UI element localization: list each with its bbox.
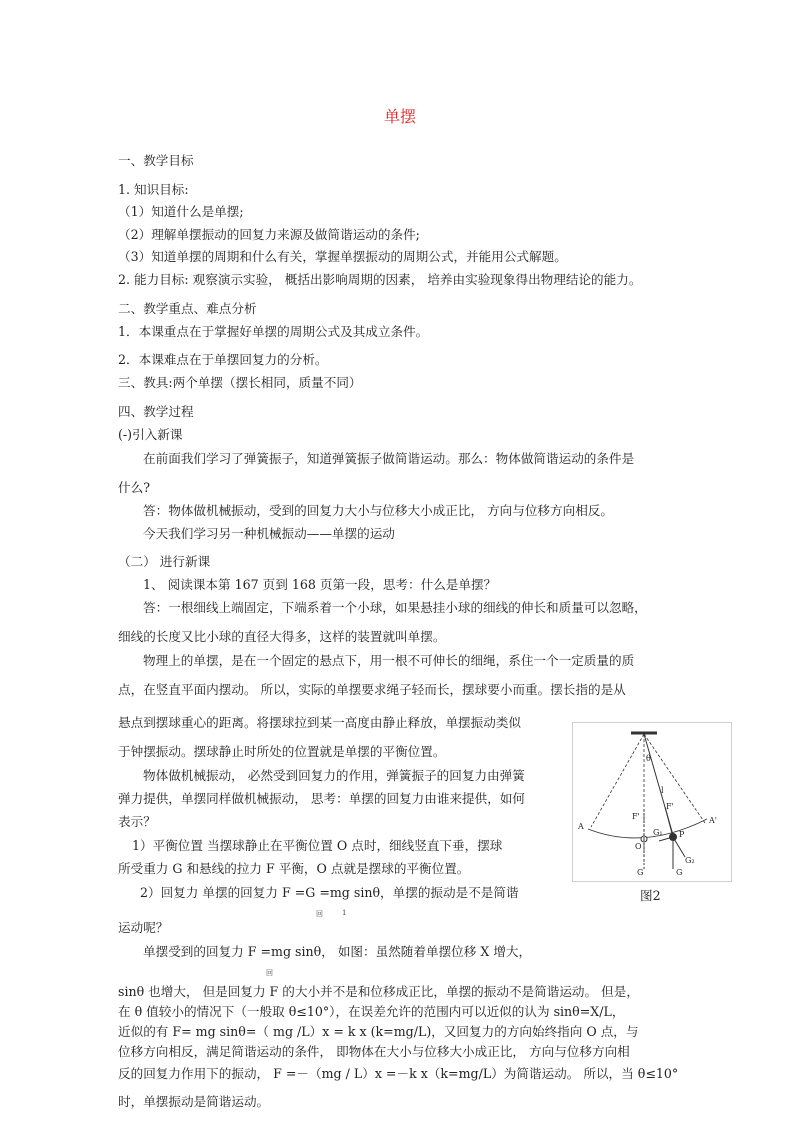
page-title: 单摆 [383, 107, 416, 126]
text-line: 所受重力 G 和悬线的拉力 F 平衡，O 点就是摆球的平衡位置。 [118, 861, 470, 876]
text-line: （1）知道什么是单摆; [118, 204, 244, 219]
label-g-eq: G [637, 868, 644, 877]
text-line: 时，单摆振动是简谐运动。 [118, 1094, 270, 1109]
text-line: 1．本课重点在于掌握好单摆的周期公式及其成立条件。 [118, 324, 429, 339]
pendulum-figure [572, 722, 732, 882]
text-line: 于钟摆振动。摆球静止时所处的位置就是单摆的平衡位置。 [118, 744, 446, 759]
text-line: 细线的长度又比小球的直径大得多，这样的装置就叫单摆。 [118, 629, 446, 644]
figure-caption: 图2 [640, 888, 661, 903]
text-line: 2．本课难点在于单摆回复力的分析。 [118, 352, 328, 367]
text-line: （2）理解单摆振动的回复力来源及做简谐运动的条件; [118, 227, 420, 242]
label-a-prime: A' [709, 816, 717, 825]
text-line: 四、教学过程 [118, 404, 194, 419]
text-line: 什么? [118, 480, 150, 495]
text-line: 2. 能力目标: 观察演示实验， 概括出影响周期的因素， 培养由实验现象得出物理结论的能力。 [118, 272, 642, 287]
text-line: 悬点到摆球重心的距离。将摆球拉到某一高度由静止释放，单摆振动类似 [118, 715, 521, 730]
text-line: 单摆受到的回复力 F =mg sinθ， 如图：虽然随着单摆位移 X 增大， [143, 944, 532, 959]
text-line: 运动呢？ [118, 920, 169, 935]
label-tension: F' [666, 802, 674, 811]
tension-arrow [665, 807, 673, 837]
text-line: 1. 知识目标: [118, 182, 189, 197]
pendulum-diagram [573, 723, 731, 881]
label-g2: G₂ [685, 856, 695, 865]
text-line: 在前面我们学习了弹簧振子，知道弹簧振子做简谐运动。那么：物体做简谐运动的条件是 [143, 451, 635, 466]
text-line: 在 θ 值较小的情况下（一般取 θ≤10°），在误差允许的范围内可以近似的认为 sinθ=X/L， [118, 1004, 625, 1019]
label-l: l [661, 786, 664, 795]
text-line: 答：一根细线上端固定，下端系着一个小球，如果悬挂小球的细线的伸长和质量可以忽略， [143, 600, 647, 615]
swing-arc [588, 819, 707, 838]
text-line: （3）知道单摆的周期和什么有关，掌握单摆振动的周期公式，并能用公式解题。 [118, 249, 567, 264]
text-line: 弹力提供，单摆同样做机械振动， 思考：单摆的回复力由谁来提供，如何 [118, 791, 526, 806]
text-line: 近似的有 F= mg sinθ=（ mg /L）x = k x (k=mg/L)，又回复力的方向始终指向 O 点，与 [118, 1024, 639, 1039]
subscript: 回 [316, 910, 323, 918]
text-line: 1、 阅读课本第 167 页到 168 页第一段，思考：什么是单摆？ [143, 577, 497, 592]
text-line: 物体做机械振动， 必然受到回复力的作用，弹簧振子的回复力由弹簧 [143, 768, 525, 783]
text-line: sinθ 也增大， 但是回复力 F 的大小并不是和位移成正比，单摆的振动不是简谐运动。 但是， [118, 984, 639, 999]
text-line: 答：物体做机械振动，受到的回复力大小与位移大小成正比， 方向与位移方向相反。 [143, 503, 613, 518]
subscript: 1 [342, 909, 347, 917]
text-line: （二） 进行新课 [118, 554, 211, 569]
text-line: 今天我们学习另一种机械振动——单摆的运动 [143, 526, 395, 541]
text-line: 点，在竖直平面内摆动。 所以，实际的单摆要求绳子轻而长，摆球要小而重。摆长指的是从 [118, 682, 626, 697]
text-line: 三、教具:两个单摆（摆长相同，质量不同） [118, 375, 362, 390]
label-g: G [676, 868, 683, 877]
text-line: 二、教学重点、难点分析 [118, 301, 257, 316]
label-a: A [578, 822, 584, 831]
g2-arrow [673, 837, 685, 857]
text-line: 位移方向相反，满足简谐运动的条件， 即物体在大小与位移大小成正比， 方向与位移方向相 [118, 1044, 630, 1059]
subscript: 回 [266, 969, 273, 977]
right-string-dashed [644, 734, 705, 823]
text-line: 1）平衡位置 当摆球静止在平衡位置 O 点时，细线竖直下垂，摆球 [132, 838, 503, 853]
label-g1: G₁ [653, 828, 663, 837]
text-line: 一、教学目标 [118, 153, 194, 168]
text-line: 2）回复力 单摆的回复力 F =G =mg sinθ，单摆的振动是不是简谐 [140, 885, 519, 900]
text-line: 物理上的单摆，是在一个固定的悬点下，用一根不可伸长的细绳，系住一个一定质量的质 [143, 653, 635, 668]
label-theta: θ [646, 754, 651, 763]
text-line: 表示？ [118, 814, 156, 829]
text-line: (-)引入新课 [118, 427, 183, 442]
label-o: O [635, 842, 642, 851]
label-tension-eq: F' [632, 812, 640, 821]
label-p: P [679, 830, 685, 839]
text-line: 反的回复力作用下的振动， F =－（mg / L）x =－k x（k=mg/L）为简谐运动。 所以，当 θ≤10° [118, 1066, 679, 1081]
